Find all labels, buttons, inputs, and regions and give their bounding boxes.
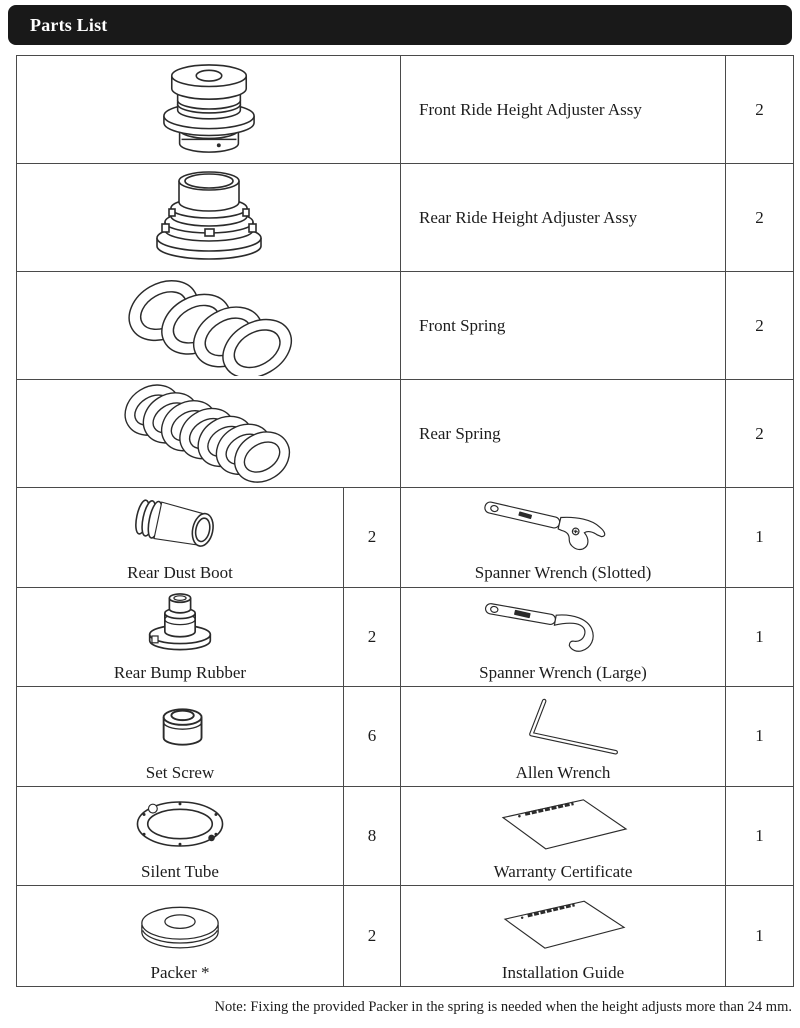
part-name: Front Spring <box>401 272 726 380</box>
part-qty: 1 <box>726 488 793 588</box>
set-screw-image <box>135 693 225 755</box>
rear-dust-boot-image <box>95 491 265 559</box>
silent-tube-image <box>100 791 260 857</box>
part-qty: 1 <box>726 787 793 887</box>
part-name: Silent Tube <box>141 862 219 882</box>
rear-spring-image <box>104 384 314 484</box>
part-name: Spanner Wrench (Large) <box>479 662 647 682</box>
part-image-cell <box>17 56 401 164</box>
front-spring-image <box>101 276 316 376</box>
spanner-wrench-slotted-image <box>456 492 671 558</box>
part-qty: 2 <box>726 56 793 164</box>
part-name: Rear Dust Boot <box>127 563 233 583</box>
part-qty: 8 <box>344 787 401 887</box>
part-name: Rear Spring <box>401 380 726 488</box>
part-cell <box>401 787 726 887</box>
part-cell <box>17 687 344 787</box>
section-header-bar <box>8 5 792 45</box>
parts-table <box>16 55 794 987</box>
part-qty: 1 <box>755 926 764 946</box>
part-name: Rear Bump Rubber <box>113 662 247 682</box>
part-cell <box>401 588 726 688</box>
part-name: Front Ride Height Adjuster Assy <box>401 56 726 164</box>
spanner-wrench-large-image <box>456 594 671 656</box>
part-cell <box>17 787 344 887</box>
part-qty: 2 <box>726 164 793 272</box>
packer-image <box>105 893 255 955</box>
part-cell <box>17 588 344 688</box>
part-cell <box>401 488 726 588</box>
part-qty: 1 <box>726 588 793 688</box>
part-name: Spanner Wrench (Slotted) <box>474 563 652 583</box>
part-qty: 2 <box>344 886 401 986</box>
page-title: Parts List <box>30 14 108 35</box>
part-qty: 2 <box>726 272 793 380</box>
part-qty: 6 <box>344 687 401 787</box>
part-image-cell <box>17 380 401 488</box>
part-name: Packer * <box>150 962 210 982</box>
part-cell <box>401 886 726 986</box>
allen-wrench-image <box>463 692 663 756</box>
part-cell <box>17 886 344 986</box>
part-name: Allen Wrench <box>515 762 611 782</box>
front-ride-height-adjuster-image <box>134 61 284 159</box>
footnote: Note: Fixing the provided Packer in the spring is needed when the height adjusts more than 24 mm. <box>214 999 792 1015</box>
part-name: Rear Ride Height Adjuster Assy <box>401 164 726 272</box>
part-cell <box>17 488 344 588</box>
warranty-certificate-image <box>456 792 671 856</box>
rear-ride-height-adjuster-image <box>134 168 284 268</box>
part-qty: 1 <box>726 687 793 787</box>
part-name: Warranty Certificate <box>493 862 633 882</box>
part-cell <box>401 687 726 787</box>
part-qty: 2 <box>344 488 401 588</box>
part-name: Set Screw <box>145 762 215 782</box>
part-qty: 2 <box>344 588 401 688</box>
installation-guide-image <box>456 893 671 955</box>
part-image-cell <box>17 164 401 272</box>
part-image-cell <box>17 272 401 380</box>
part-qty: 2 <box>726 380 793 488</box>
rear-bump-rubber-image <box>115 589 245 661</box>
part-name: Installation Guide <box>501 962 625 982</box>
